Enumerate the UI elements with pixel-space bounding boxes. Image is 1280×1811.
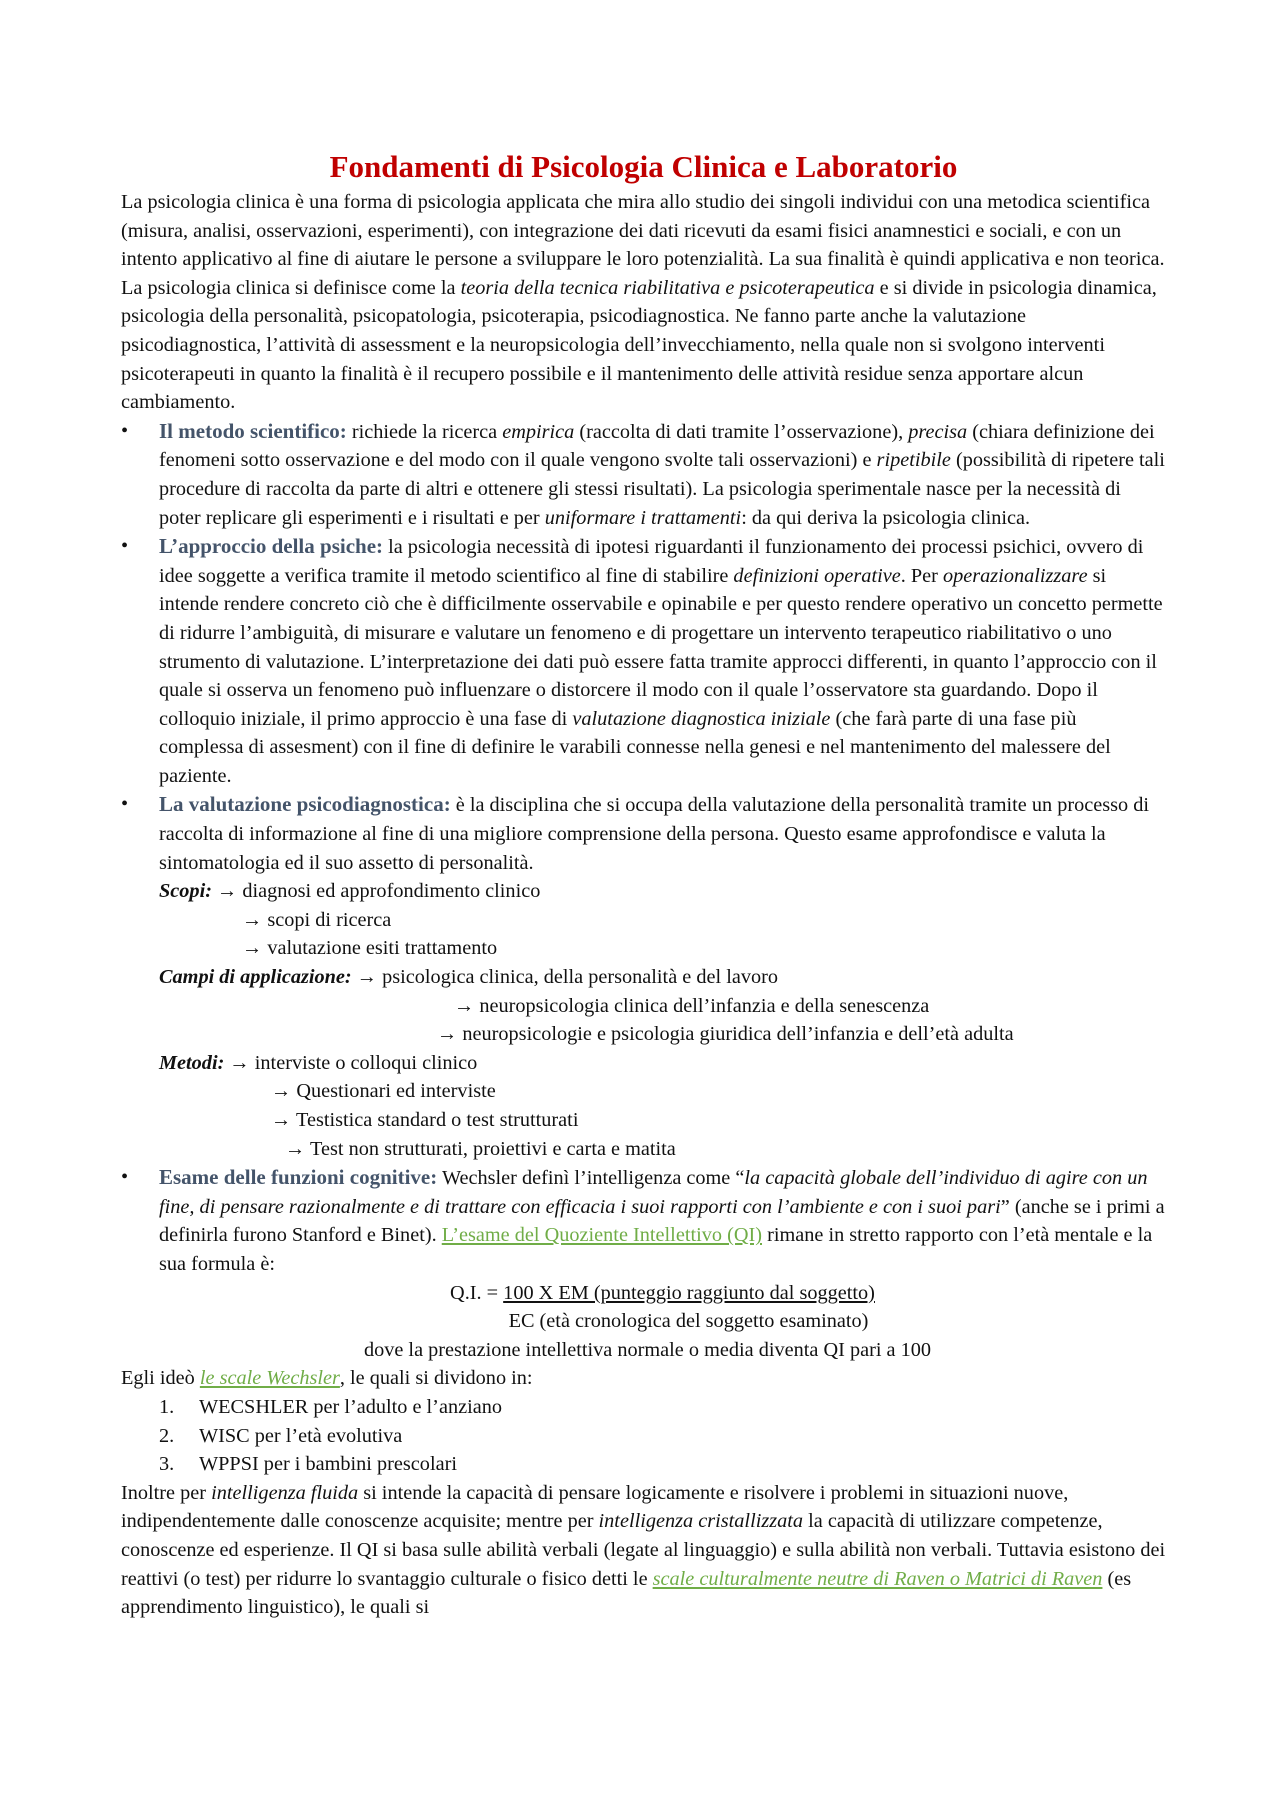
scales-text: Egli ideò xyxy=(121,1367,200,1390)
arrow-icon: → xyxy=(242,908,263,931)
bullet-funzioni-cognitive xyxy=(121,1163,1166,1364)
list-text: WISC per l’età evolutiva xyxy=(199,1424,403,1447)
bullet-valutazione-psicodiagnostica xyxy=(121,790,1166,1163)
intro-paragraph xyxy=(121,188,1166,417)
metodi-item: interviste o colloqui clinico xyxy=(254,1051,478,1074)
bullet-text: ” (anche se i primi a definirla furono Stanford e Binet). xyxy=(159,1195,1165,1247)
final-text: Inoltre per xyxy=(121,1481,212,1504)
scales-text-2: , le quali si dividono in: xyxy=(339,1367,533,1390)
bullet-italic: valutazione diagnostica iniziale xyxy=(572,707,831,730)
wechsler-link[interactable]: le scale Wechsler xyxy=(199,1367,340,1390)
arrow-icon: → xyxy=(271,1080,292,1103)
intro-text-2: e si divide in psicologia dinamica, psicologia della personalità, psicopatologia, psicoterapia, psicodiagnostica. Ne fanno parte anche la valutazione psicodiagnostica, l’attività di assessment e la neuropsicologia dell’invecchiamento, nella quale non si svolgono interventi psicoterapeuti in quanto la finalità è il recupero possibile e il mantenimento delle attività residue senza apportare alcun cambiamento. xyxy=(121,276,1157,414)
bullet-approccio-psiche xyxy=(121,532,1166,790)
page-title: Fondamenti di Psicologia Clinica e Laboratorio xyxy=(329,149,958,184)
metodi-label: Metodi: xyxy=(159,1051,225,1074)
metodi-item: Questionari ed interviste xyxy=(296,1080,496,1103)
arrow-icon: → xyxy=(271,1109,292,1131)
list-text: WPPSI per i bambini prescolari xyxy=(199,1453,457,1476)
scales-list xyxy=(121,1393,1166,1479)
bullet-marker: • xyxy=(121,1166,129,1189)
intro-italic: teoria della tecnica riabilitativa e psicoterapeutica xyxy=(460,276,875,299)
list-number: 1. xyxy=(159,1395,175,1418)
arrow-icon: → xyxy=(285,1137,306,1160)
final-italic: intelligenza cristallizzata xyxy=(598,1510,804,1533)
metodi-item: Testistica standard o test strutturati xyxy=(296,1109,579,1131)
bullet-italic: uniformare i trattamenti xyxy=(544,506,742,529)
arrow-icon: → xyxy=(229,1051,250,1074)
bullet-text: (che farà parte di una fase più complessa di assesment) con il fine di definire le varabili connesse nella genesi e nel mantenimento del malessere del paziente. xyxy=(159,707,1111,787)
scopi-item: scopi di ricerca xyxy=(267,908,392,931)
arrow-icon: → xyxy=(437,1023,458,1046)
bullet-italic: empirica xyxy=(502,420,575,443)
bullet-heading: L’approccio della psiche: xyxy=(159,534,384,559)
campi-item: neuropsicologia clinica dell’infanzia e della senescenza xyxy=(479,994,930,1017)
bullet-marker: • xyxy=(121,419,129,442)
list-number: 2. xyxy=(159,1424,175,1447)
bullet-italic: precisa xyxy=(908,420,968,443)
arrow-icon: → xyxy=(242,937,263,960)
bullet-text: (possibilità di ripetere tali procedure di raccolta da parte di altri e ottenere gli stessi risultati). La psicologia sperimentale nasce per la necessità di poter replicare gli esperimenti e i risultati e per xyxy=(159,449,1165,529)
formula-numerator: 100 X EM (punteggio raggiunto dal soggetto) xyxy=(503,1281,875,1304)
bullet-heading: La valutazione psicodiagnostica: xyxy=(159,792,451,817)
arrow-icon: → xyxy=(356,966,378,989)
metodi-item: Test non strutturati, proiettivi e carta e matita xyxy=(310,1137,676,1160)
qi-link[interactable]: L’esame del Quoziente Intellettivo (QI) xyxy=(441,1224,762,1247)
final-text: (es apprendimento linguistico), le quali si xyxy=(121,1567,1132,1619)
scopi-list xyxy=(159,877,1166,963)
arrow-icon: → xyxy=(454,994,475,1017)
scales-intro xyxy=(121,1364,1166,1393)
campi-label: Campi di applicazione: xyxy=(159,966,352,989)
formula-prefix: Q.I. = xyxy=(450,1281,504,1304)
list-item xyxy=(121,1393,1166,1422)
bullet-italic: definizioni operative xyxy=(733,564,901,587)
bullet-text: : da qui deriva la psicologia clinica. xyxy=(741,506,1031,529)
campi-item: neuropsicologie e psicologia giuridica dell’infanzia e dell’età adulta xyxy=(462,1023,1014,1046)
bullet-marker: • xyxy=(121,793,129,816)
scopi-item: diagnosi ed approfondimento clinico xyxy=(242,880,541,903)
arrow-icon: → xyxy=(217,880,238,903)
formula-note: dove la prestazione intellettiva normale o media diventa QI pari a 100 xyxy=(363,1338,932,1361)
formula-numerator-line xyxy=(159,1279,1166,1308)
bullet-text: (raccolta di dati tramite l’osservazione), xyxy=(574,420,909,443)
bullet-italic: operazionalizzare xyxy=(942,564,1088,587)
bullet-text: richiede la ricerca xyxy=(346,420,503,443)
campi-item: psicologica clinica, della personalità e del lavoro xyxy=(382,966,778,989)
final-text: si intende la capacità di pensare logicamente e risolvere i problemi in situazioni nuove, indipendentemente dalle conoscenze acquisite; mentre per xyxy=(121,1481,1069,1533)
list-item xyxy=(121,1422,1166,1451)
bullet-heading: Il metodo scientifico: xyxy=(159,418,347,443)
scopi-item: valutazione esiti trattamento xyxy=(267,937,498,960)
bullet-metodo-scientifico xyxy=(121,417,1166,532)
quote-italic: la capacità globale dell’individuo di agire con un fine, di pensare razionalmente e di trattare con efficacia i suoi rapporti con l’ambiente e con i suoi pari xyxy=(159,1167,1148,1218)
formula-denominator: EC (età cronologica del soggetto esaminato) xyxy=(508,1310,869,1333)
campi-list xyxy=(159,963,1166,1049)
bullet-text: . Per xyxy=(900,564,943,587)
intro-text: La psicologia clinica è una forma di psicologia applicata che mira allo studio dei singoli individui con una metodica scientifica (misura, analisi, osservazioni, esperimenti), con integrazione dei dati ricevuti da esami fisici anamnestici e sociali, e con un intento applicativo al fine di aiutare le persone a sviluppare le loro potenzialità. La sua finalità è quindi applicativa e non teorica. La psicologia clinica si definisce come la xyxy=(121,191,1165,299)
bullet-text: (chiara definizione dei fenomeni sotto osservazione e del modo con il quale vengono svolte tali osservazioni) e xyxy=(159,420,1155,472)
bullet-text: rimane in stretto rapporto con l’età mentale e la sua formula è: xyxy=(159,1224,1153,1275)
bullet-text: si intende rendere concreto ciò che è difficilmente osservabile e opinabile e per questo rendere operativo un concetto permette di ridurre l’ambiguità, di misurare e valutare un fenomeno e di progettare un intervento terapeutico riabilitativo o uno strumento di valutazione. L’interpretazione dei dati può essere fatta tramite approcci differenti, in quanto l’approccio con il quale si osserva un fenomeno può influenzare o distorcere il modo con il quale l’osservatore sta guardando. Dopo il colloquio iniziale, il primo approccio è una fase di xyxy=(159,564,1163,730)
document-page xyxy=(121,148,1166,1622)
list-number: 3. xyxy=(159,1453,175,1476)
final-paragraph xyxy=(121,1479,1166,1622)
final-italic: intelligenza fluida xyxy=(211,1481,359,1504)
scopi-label: Scopi: xyxy=(159,880,212,903)
bullet-marker: • xyxy=(121,535,129,558)
metodi-list xyxy=(159,1049,1166,1163)
list-item xyxy=(121,1450,1166,1479)
raven-link[interactable]: scale culturalmente neutre di Raven o Matrici di Raven xyxy=(652,1567,1103,1590)
bullet-text: Wechsler definì l’intelligenza come “ xyxy=(437,1167,745,1190)
list-text: WECSHLER per l’adulto e l’anziano xyxy=(199,1395,503,1418)
bullet-italic: ripetibile xyxy=(876,449,951,472)
final-text: la capacità di utilizzare competenze, conoscenze ed esperienze. Il QI si basa sulle abilità verbali (legate al linguaggio) e sulla abilità non verbali. Tuttavia esistono dei reattivi (o test) per ridurre lo svantaggio culturale o fisico detti le xyxy=(121,1510,1166,1590)
bullet-text: è la disciplina che si occupa della valutazione della personalità tramite un processo di raccolta di informazione al fine di una migliore comprensione della persona. Questo esame approfondisce e valuta la sintomatologia ed il suo assetto di personalità. xyxy=(159,794,1150,874)
bullet-text: la psicologia necessità di ipotesi riguardanti il funzionamento dei processi psichici, ovvero di idee soggette a verifica tramite il metodo scientifico al fine di stabilire xyxy=(159,536,1144,587)
bullet-heading: Esame delle funzioni cognitive: xyxy=(159,1165,438,1190)
